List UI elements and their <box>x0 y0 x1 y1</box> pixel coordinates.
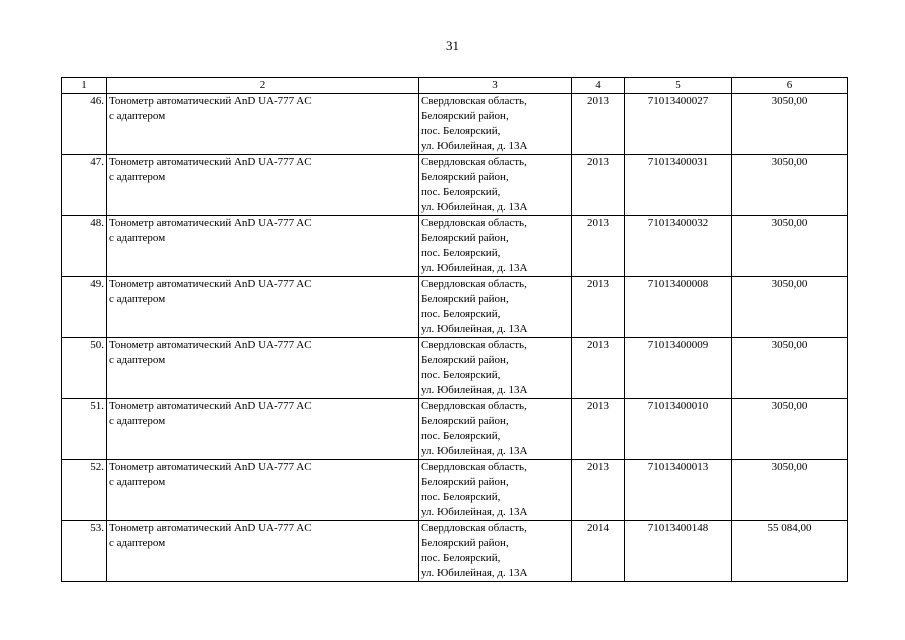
address-line: Свердловская область, <box>421 217 527 229</box>
item-cost: 3050,00 <box>732 155 848 216</box>
item-name-line: с адаптером <box>109 537 166 549</box>
item-name <box>107 216 419 277</box>
row-number: 50. <box>62 338 107 399</box>
column-header: 6 <box>732 78 848 94</box>
item-name <box>107 277 419 338</box>
item-year: 2013 <box>572 216 625 277</box>
address-line: Свердловская область, <box>421 339 527 351</box>
item-address <box>419 399 572 460</box>
address-line: Свердловская область, <box>421 522 527 534</box>
item-name-line: Тонометр автоматический AnD UA-777 AC <box>109 217 312 229</box>
address-line: Свердловская область, <box>421 95 527 107</box>
address-line: пос. Белоярский, <box>421 430 501 442</box>
item-address <box>419 521 572 582</box>
address-line: Свердловская область, <box>421 400 527 412</box>
address-line: ул. Юбилейная, д. 13А <box>421 201 528 213</box>
inventory-number: 71013400013 <box>625 460 732 521</box>
column-header: 3 <box>419 78 572 94</box>
table-header-row <box>62 78 848 94</box>
item-year: 2013 <box>572 277 625 338</box>
item-address <box>419 460 572 521</box>
page-number: 31 <box>446 38 459 53</box>
address-line: ул. Юбилейная, д. 13А <box>421 506 528 518</box>
inventory-table <box>61 77 848 582</box>
item-cost: 3050,00 <box>732 399 848 460</box>
row-number: 52. <box>62 460 107 521</box>
address-line: пос. Белоярский, <box>421 552 501 564</box>
row-number: 48. <box>62 216 107 277</box>
column-header: 2 <box>107 78 419 94</box>
address-line: пос. Белоярский, <box>421 247 501 259</box>
item-year: 2014 <box>572 521 625 582</box>
item-cost: 3050,00 <box>732 277 848 338</box>
inventory-number: 71013400009 <box>625 338 732 399</box>
row-number: 46. <box>62 94 107 155</box>
address-line: ул. Юбилейная, д. 13А <box>421 567 528 579</box>
address-line: пос. Белоярский, <box>421 125 501 137</box>
table-row <box>62 155 848 216</box>
row-number: 53. <box>62 521 107 582</box>
inventory-number: 71013400008 <box>625 277 732 338</box>
item-cost: 55 084,00 <box>732 521 848 582</box>
table-row <box>62 277 848 338</box>
table-row <box>62 338 848 399</box>
address-line: пос. Белоярский, <box>421 186 501 198</box>
item-name-line: Тонометр автоматический AnD UA-777 AC <box>109 400 312 412</box>
address-line: Белоярский район, <box>421 415 509 427</box>
inventory-number: 71013400148 <box>625 521 732 582</box>
item-name-line: с адаптером <box>109 232 166 244</box>
address-line: пос. Белоярский, <box>421 369 501 381</box>
item-address <box>419 216 572 277</box>
item-address <box>419 277 572 338</box>
row-number: 49. <box>62 277 107 338</box>
table-row <box>62 94 848 155</box>
inventory-number: 71013400031 <box>625 155 732 216</box>
column-header: 4 <box>572 78 625 94</box>
table-row <box>62 521 848 582</box>
address-line: пос. Белоярский, <box>421 308 501 320</box>
address-line: Свердловская область, <box>421 461 527 473</box>
address-line: Белоярский район, <box>421 171 509 183</box>
item-address <box>419 155 572 216</box>
table-row <box>62 399 848 460</box>
inventory-number: 71013400027 <box>625 94 732 155</box>
address-line: ул. Юбилейная, д. 13А <box>421 445 528 457</box>
item-name <box>107 460 419 521</box>
item-cost: 3050,00 <box>732 338 848 399</box>
column-header: 1 <box>62 78 107 94</box>
address-line: Белоярский район, <box>421 476 509 488</box>
item-name <box>107 399 419 460</box>
item-name-line: с адаптером <box>109 293 166 305</box>
item-name-line: с адаптером <box>109 476 166 488</box>
item-cost: 3050,00 <box>732 94 848 155</box>
item-name-line: Тонометр автоматический AnD UA-777 AC <box>109 339 312 351</box>
address-line: Белоярский район, <box>421 537 509 549</box>
item-year: 2013 <box>572 338 625 399</box>
address-line: Белоярский район, <box>421 110 509 122</box>
item-name <box>107 338 419 399</box>
item-year: 2013 <box>572 94 625 155</box>
address-line: ул. Юбилейная, д. 13А <box>421 262 528 274</box>
item-name-line: Тонометр автоматический AnD UA-777 AC <box>109 278 312 290</box>
item-address <box>419 338 572 399</box>
address-line: ул. Юбилейная, д. 13А <box>421 140 528 152</box>
item-name <box>107 155 419 216</box>
address-line: пос. Белоярский, <box>421 491 501 503</box>
address-line: Белоярский район, <box>421 232 509 244</box>
address-line: Белоярский район, <box>421 293 509 305</box>
inventory-number: 71013400010 <box>625 399 732 460</box>
item-year: 2013 <box>572 399 625 460</box>
item-name-line: с адаптером <box>109 354 166 366</box>
row-number: 51. <box>62 399 107 460</box>
item-year: 2013 <box>572 155 625 216</box>
address-line: Белоярский район, <box>421 354 509 366</box>
item-name-line: Тонометр автоматический AnD UA-777 AC <box>109 95 312 107</box>
item-name-line: с адаптером <box>109 415 166 427</box>
inventory-number: 71013400032 <box>625 216 732 277</box>
address-line: Свердловская область, <box>421 278 527 290</box>
item-address <box>419 94 572 155</box>
row-number: 47. <box>62 155 107 216</box>
address-line: ул. Юбилейная, д. 13А <box>421 323 528 335</box>
item-year: 2013 <box>572 460 625 521</box>
item-name-line: Тонометр автоматический AnD UA-777 AC <box>109 156 312 168</box>
table-row <box>62 460 848 521</box>
address-line: ул. Юбилейная, д. 13А <box>421 384 528 396</box>
item-cost: 3050,00 <box>732 216 848 277</box>
item-name-line: с адаптером <box>109 110 166 122</box>
table-body <box>62 94 848 582</box>
item-name-line: Тонометр автоматический AnD UA-777 AC <box>109 522 312 534</box>
item-name-line: с адаптером <box>109 171 166 183</box>
item-name <box>107 94 419 155</box>
item-name-line: Тонометр автоматический AnD UA-777 AC <box>109 461 312 473</box>
address-line: Свердловская область, <box>421 156 527 168</box>
item-name <box>107 521 419 582</box>
item-cost: 3050,00 <box>732 460 848 521</box>
table-row <box>62 216 848 277</box>
column-header: 5 <box>625 78 732 94</box>
